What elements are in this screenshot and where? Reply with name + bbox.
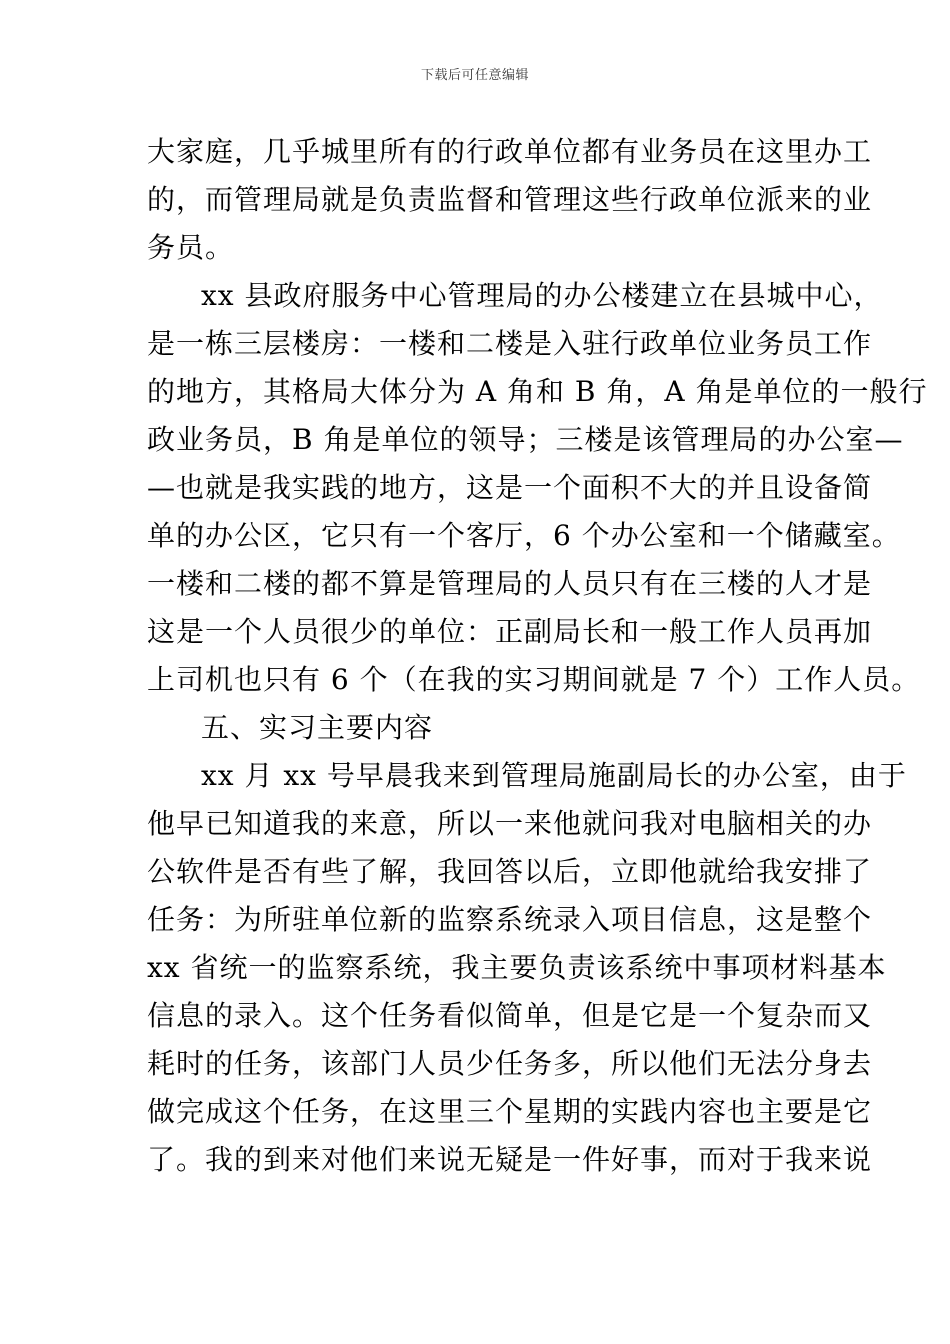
text-line: 他早已知道我的来意，所以一来他就问我对电脑相关的办 xyxy=(147,807,873,840)
text-line: xx 月 xx 号早晨我来到管理局施副局长的办公室，由于 xyxy=(201,759,907,792)
text-line: 一楼和二楼的都不算是管理局的人员只有在三楼的人才是 xyxy=(147,567,873,600)
text-line: xx 县政府服务中心管理局的办公楼建立在县城中心， xyxy=(201,279,883,312)
text-line: 政业务员，B 角是单位的领导；三楼是该管理局的办公室— xyxy=(147,423,904,456)
text-line: 大家庭，几乎城里所有的行政单位都有业务员在这里办工 xyxy=(147,135,873,168)
text-line: 信息的录入。这个任务看似简单，但是它是一个复杂而又 xyxy=(147,999,873,1032)
text-line: 做完成这个任务，在这里三个星期的实践内容也主要是它 xyxy=(147,1095,873,1128)
text-line: —也就是我实践的地方，这是一个面积不大的并且设备简 xyxy=(147,471,873,504)
text-line: 上司机也只有 6 个（在我的实习期间就是 7 个）工作人员。 xyxy=(147,663,921,696)
text-line: 单的办公区，它只有一个客厅，6 个办公室和一个储藏室。 xyxy=(147,519,901,552)
text-line: 的，而管理局就是负责监督和管理这些行政单位派来的业 xyxy=(147,183,873,216)
text-line: 任务：为所驻单位新的监察系统录入项目信息，这是整个 xyxy=(147,903,873,936)
text-line: 耗时的任务，该部门人员少任务多，所以他们无法分身去 xyxy=(147,1047,873,1080)
text-line: 了。我的到来对他们来说无疑是一件好事，而对于我来说 xyxy=(147,1143,873,1176)
section-heading: 五、实习主要内容 xyxy=(201,711,434,744)
page-header: 下载后可任意编辑 xyxy=(420,68,529,83)
text-line: xx 省统一的监察系统，我主要负责该系统中事项材料基本 xyxy=(147,951,887,984)
text-line: 是一栋三层楼房：一楼和二楼是入驻行政单位业务员工作 xyxy=(147,327,873,360)
text-line: 务员。 xyxy=(147,231,235,264)
document-body xyxy=(147,128,928,1184)
text-line: 公软件是否有些了解，我回答以后，立即他就给我安排了 xyxy=(147,855,873,888)
text-line: 这是一个人员很少的单位：正副局长和一般工作人员再加 xyxy=(147,615,873,648)
text-line: 的地方，其格局大体分为 A 角和 B 角，A 角是单位的一般行 xyxy=(147,375,928,408)
